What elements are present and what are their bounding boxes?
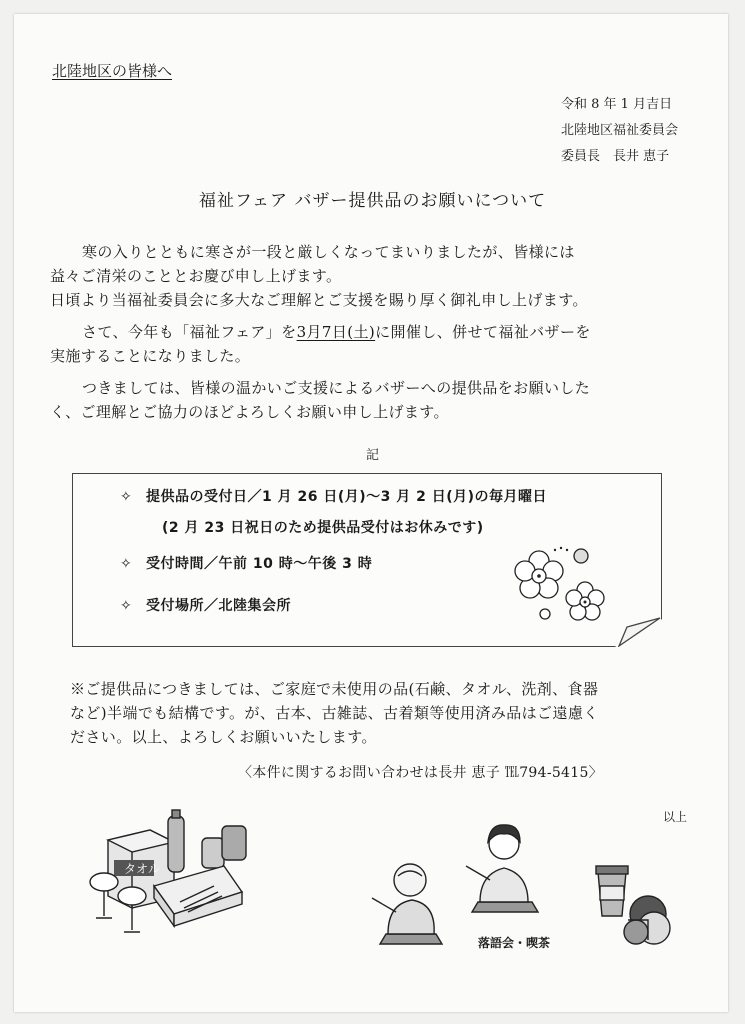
coffee-and-cookies-illustration (588, 862, 680, 952)
fair-date: 3月7日(土) (296, 323, 376, 341)
remark-line-2: など)半端でも結構です。が、古本、古雑誌、古着類等使用済み品はご遠慮く (70, 704, 599, 722)
remark-line-3: ださい。以上、よろしくお願いいたします。 (70, 728, 377, 746)
diamond-icon: ✧ (120, 489, 133, 505)
paragraph-request (50, 376, 700, 424)
rakugo-performers-illustration (362, 816, 552, 951)
receipt-time-text: 受付時間／午前 10 時〜午後 3 時 (146, 556, 373, 572)
announcement-pre: さて、今年も「福祉フェア」を (82, 323, 297, 341)
greeting-line-3: 日頃より当福祉委員会に多大なご理解とご支援を賜り厚く御礼申し上げます。 (50, 291, 588, 309)
paragraph-greeting (50, 240, 700, 312)
announcement-post: に開催し、併せて福祉バザーを (375, 323, 591, 341)
announcement-line-2: 実施することになりました。 (50, 347, 251, 365)
detail-item-receipt-place (120, 595, 291, 615)
request-line-2: く、ご理解とご協力のほどよろしくお願い申し上げます。 (50, 403, 449, 421)
request-line-1: つきましては、皆様の温かいご支援によるバザーへの提供品をお願いした (82, 379, 591, 397)
event-caption: 落語会・喫茶 (478, 936, 551, 950)
remark-line-1: ※ご提供品につきましては、ご家庭で未使用の品(石鹸、タオル、洗剤、食器 (70, 680, 599, 698)
contact-info: 〈本件に関するお問い合わせは長井 恵子 ℡794-5415〉 (238, 765, 603, 781)
paragraph-announcement (50, 320, 700, 368)
donation-goods-illustration (86, 808, 276, 948)
receipt-holiday-note: (2 月 23 日祝日のため提供品受付はお休みです) (162, 520, 484, 536)
sender-block (561, 92, 693, 170)
letter-title: 福祉フェア バザー提供品のお願いについて (198, 191, 547, 211)
detail-item-receipt-time (120, 553, 372, 573)
greeting-line-1: 寒の入りとともに寒さが一段と厳しくなってまいりましたが、皆様には (82, 243, 575, 261)
page-curl-icon (615, 617, 661, 647)
diamond-icon: ✧ (120, 598, 133, 614)
diamond-icon: ✧ (120, 556, 133, 572)
greeting-line-2: 益々ご清栄のこととお慶び申し上げます。 (50, 267, 342, 285)
sender-org: 北陸地区福祉委員会 (561, 123, 679, 138)
sender-date: 令和 8 年 1 月吉日 (561, 97, 673, 112)
remark-paragraph (70, 677, 700, 749)
receipt-date-text: 提供品の受付日／1 月 26 日(月)〜3 月 2 日(月)の毎月曜日 (146, 489, 548, 505)
receipt-place-text: 受付場所／北陸集会所 (146, 598, 291, 614)
box-label: タオル (124, 862, 161, 876)
ki-heading: 記 (365, 448, 379, 463)
closing-mark: 以上 (663, 810, 688, 824)
plum-blossom-icon (505, 540, 615, 630)
detail-item-receipt-date (120, 486, 547, 506)
addressee: 北陸地区の皆様へ (52, 62, 173, 80)
sender-person: 委員長 長井 恵子 (561, 149, 670, 164)
